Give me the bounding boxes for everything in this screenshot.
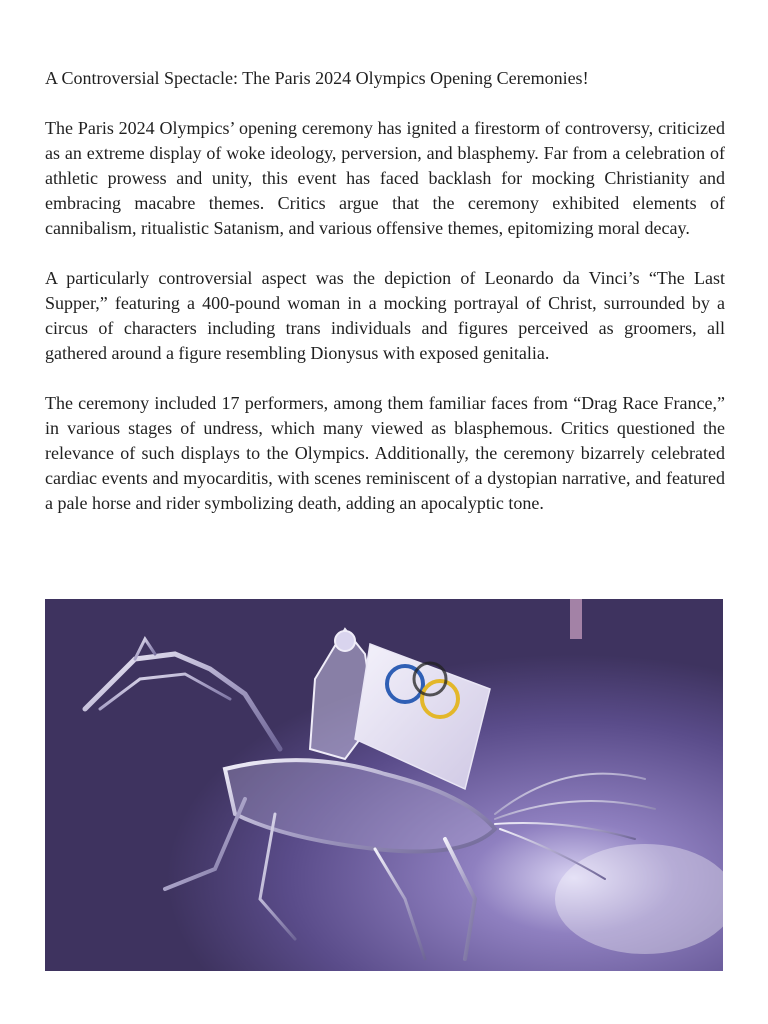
background-light (570, 599, 582, 639)
paragraph-last-supper: A particularly controversial aspect was the depiction of Leonardo da Vinci’s “The Last Supper,” featuring a 400-pound woman in a mocking portrayal of Christ, surrounded by a circus of characters including trans individuals and figures perceived as groomers, all gathered around a figure resembling Dionysus with exposed genitalia. (45, 268, 725, 363)
paragraph-performers: The ceremony included 17 performers, among them familiar faces from “Drag Race France,” in various stages of undress, which many viewed as blasphemous. Critics questioned the relevance of such displays to the Olympics. Additionally, the ceremony bizarrely celebrated cardiac events and myocarditis, with scenes reminiscent of a dystopian narrative, and featured a pale horse and rider symbolizing death, adding an apocalyptic tone. (45, 393, 725, 513)
horse-rider-illustration (45, 599, 723, 971)
paragraph-intro: The Paris 2024 Olympics’ opening ceremony has ignited a firestorm of controversy, criticized as an extreme display of woke ideology, perversion, and blasphemy. Far from a celebration of athletic prowess and unity, this event has faced backlash for mocking Christianity and embracing macabre themes. Critics argue that the ceremony exhibited elements of cannibalism, ritualistic Satanism, and various offensive themes, epitomizing moral decay. (45, 118, 725, 238)
article (45, 66, 725, 516)
horse-rider-photo (45, 599, 723, 971)
article-title: A Controversial Spectacle: The Paris 2024 Olympics Opening Ceremonies! (45, 68, 589, 88)
